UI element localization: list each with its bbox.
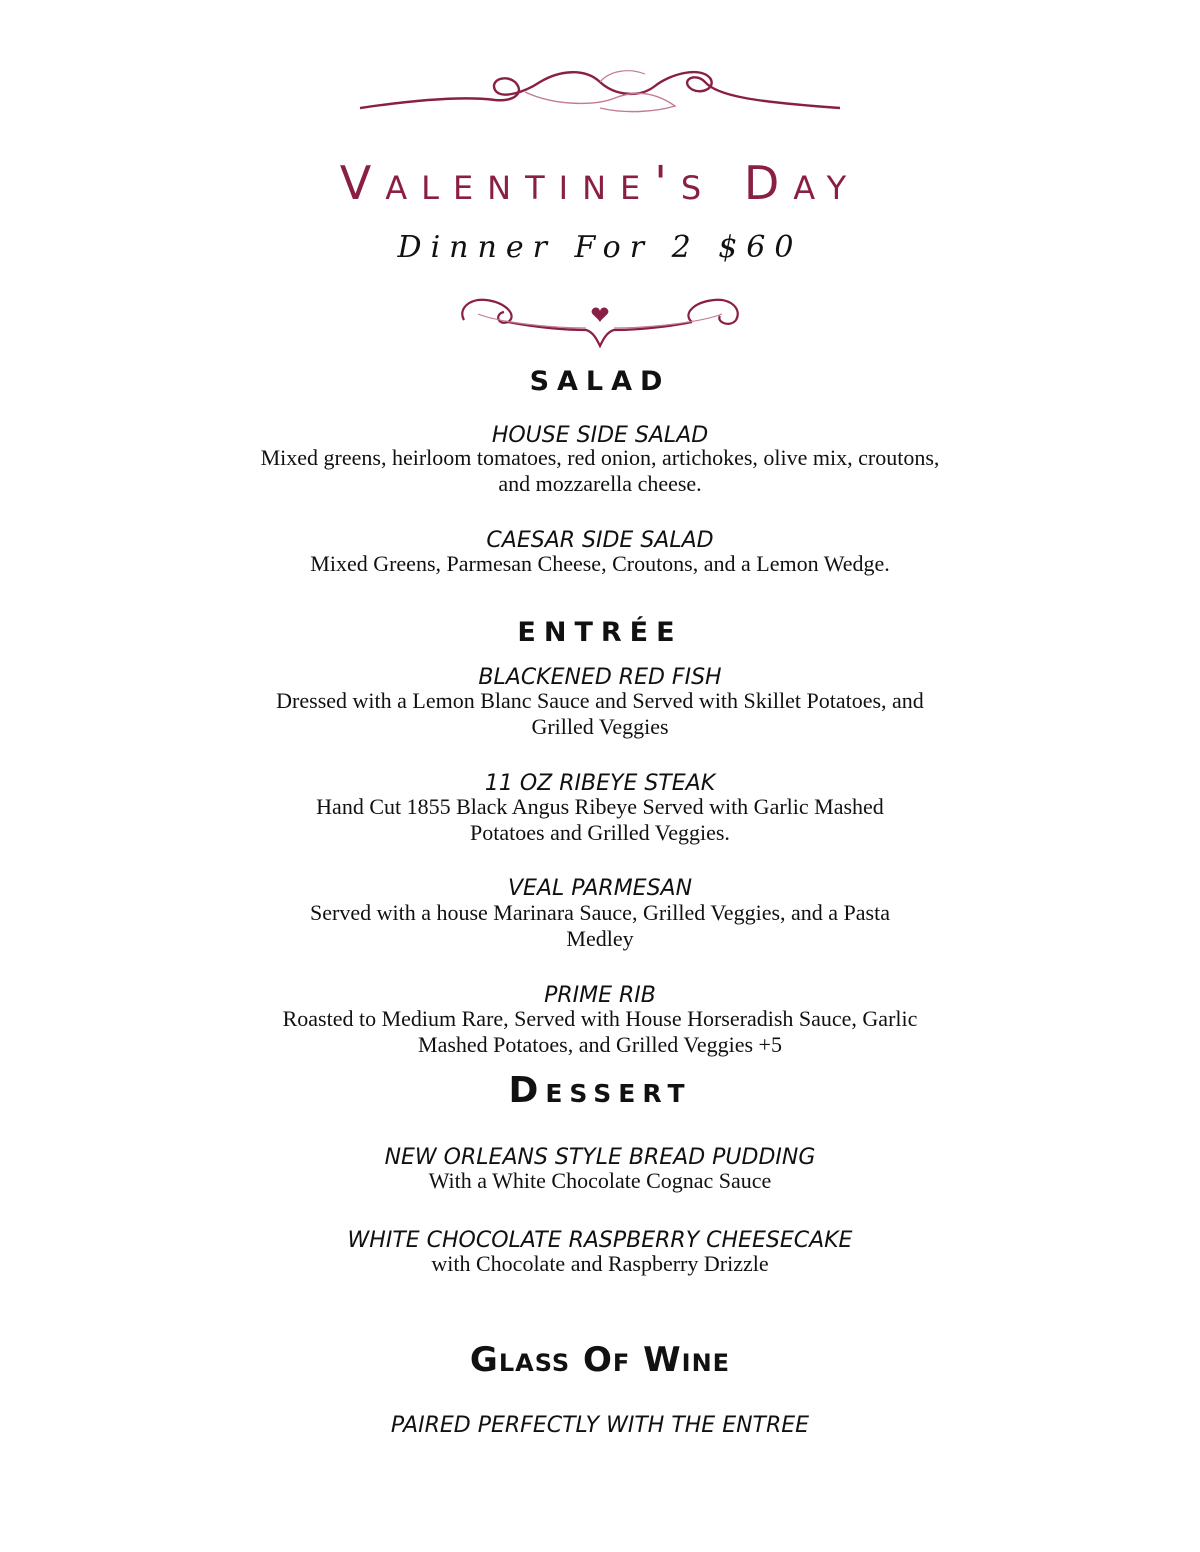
menu-item-name: VEAL PARMESAN	[507, 876, 693, 901]
section-heading-dessert: Dessert	[508, 1070, 692, 1111]
menu-item-name: HOUSE SIDE SALAD	[491, 423, 709, 448]
section-heading-entree: ENTRÉE	[517, 617, 683, 648]
menu-item-name: WHITE CHOCOLATE RASPBERRY CHEESECAKE	[347, 1228, 853, 1253]
menu-item-description: Mixed Greens, Parmesan Cheese, Croutons, and a Lemon Wedge.	[310, 551, 890, 576]
section-heading-salad: SALAD	[529, 366, 671, 397]
menu-item-name: BLACKENED RED FISH	[478, 665, 722, 690]
menu-title: Valentine's Day	[339, 156, 861, 210]
menu-item-description: Served with a house Marinara Sauce, Grilled Veggies, and a Pasta Medley	[310, 900, 890, 951]
menu-item-description: Roasted to Medium Rare, Served with House Horseradish Sauce, Garlic Mashed Potatoes, and Grilled Veggies +5	[282, 1006, 918, 1057]
section-heading-wine: Glass Of Wine	[469, 1340, 731, 1380]
menu-item-description: Dressed with a Lemon Blanc Sauce and Served with Skillet Potatoes, and Grilled Veggies	[276, 688, 924, 739]
menu-item-name: CAESAR SIDE SALAD	[486, 528, 714, 553]
menu-item-name: PRIME RIB	[544, 983, 656, 1008]
menu-item-name: 11 OZ RIBEYE STEAK	[484, 771, 716, 796]
menu-item-description: With a White Chocolate Cognac Sauce	[428, 1168, 772, 1193]
menu-subtitle: Dinner For 2 $60	[397, 230, 803, 265]
top-flourish-ornament	[355, 62, 845, 124]
menu-item-description: Mixed greens, heirloom tomatoes, red onion, artichokes, olive mix, croutons, and mozzarella cheese.	[260, 445, 940, 496]
menu-item-description: with Chocolate and Raspberry Drizzle	[431, 1251, 769, 1276]
menu-item-name: NEW ORLEANS STYLE BREAD PUDDING	[384, 1145, 816, 1170]
heart-divider-ornament	[458, 292, 742, 350]
wine-pairing-note: PAIRED PERFECTLY WITH THE ENTREE	[390, 1413, 810, 1438]
menu-item-description: Hand Cut 1855 Black Angus Ribeye Served with Garlic Mashed Potatoes and Grilled Veggies.	[316, 794, 884, 845]
